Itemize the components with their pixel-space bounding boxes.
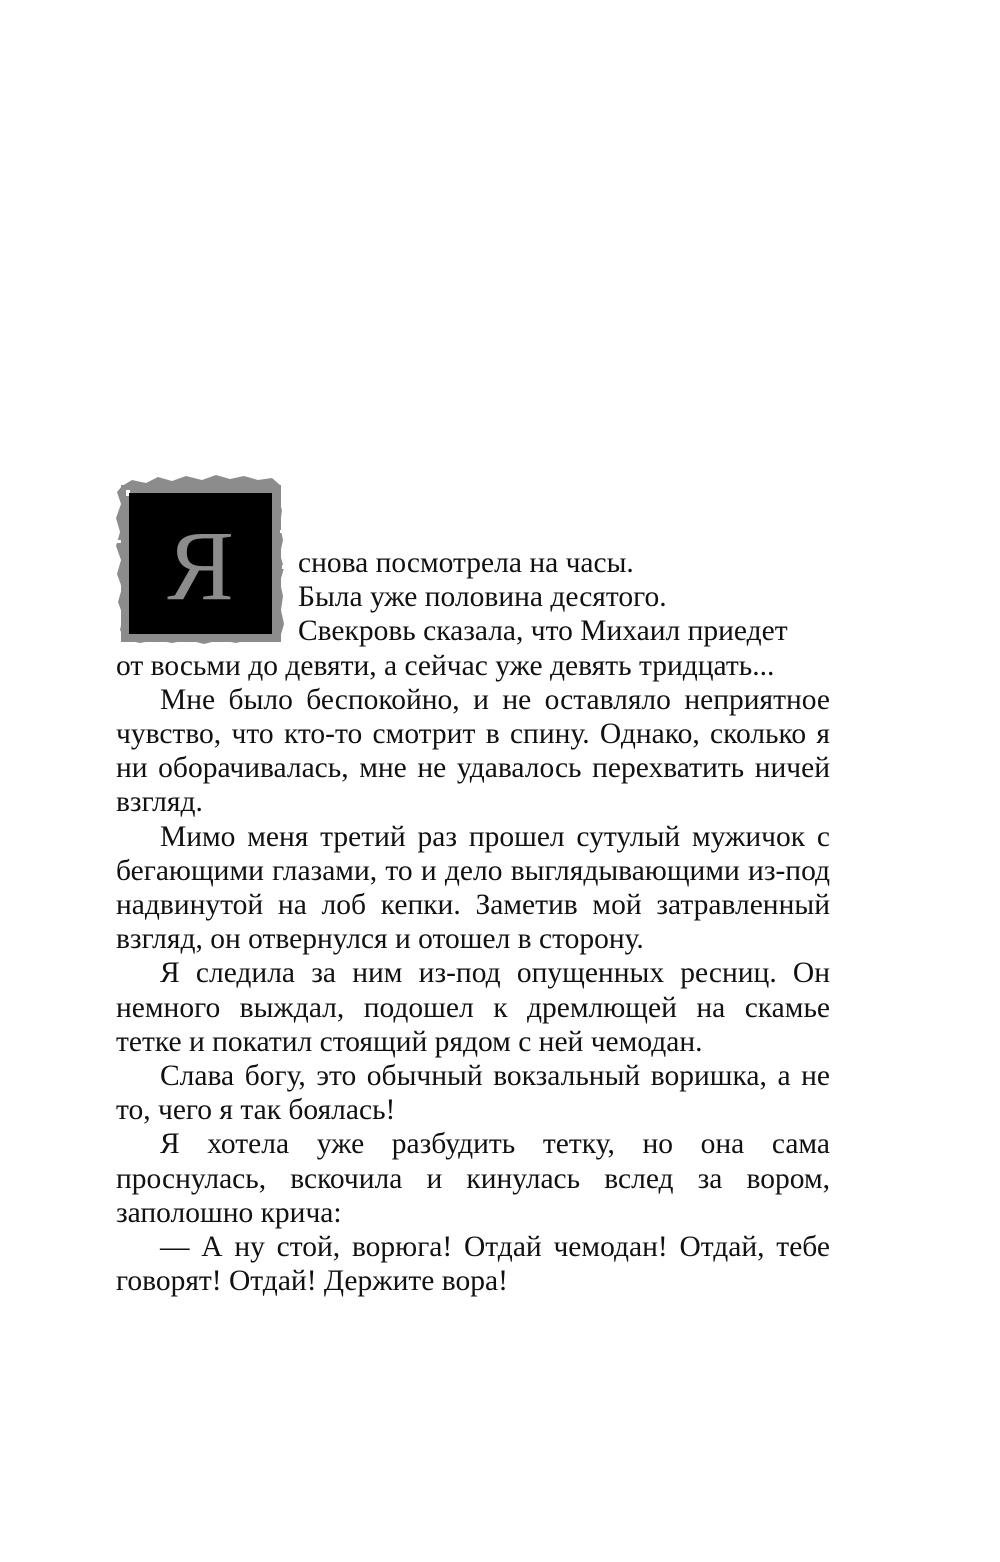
paragraph: — А ну стой, ворюга! Отдай чемодан! Отдай, тебе говорят! Отдай! Держите вора! [116,1231,830,1298]
paragraph: Я следила за ним из-под опущенных ресниц. Он немного выждал, подошел к дремлющей на скамье тетке и покатил стоящий рядом с ней чемодан. [116,957,830,1058]
paragraph-line: Была уже половина десятого. [298,581,667,614]
paragraph: Я хотела уже разбудить тетку, но она сама проснулась, вскочила и кинулась вслед за вором, заполошно крича: [116,1128,830,1229]
paragraph: Слава богу, это обычный вокзальный воришка, а не то, чего я так боялась! [116,1060,830,1127]
paragraph-line: снова посмотрела на часы. [298,547,634,579]
paragraph: Мне было беспокойно, и не оставляло неприятное чувство, что кто-то смотрит в спину. Однако, сколько я ни оборачивалась, мне не удавалось перехватить ничей взгляд. [116,683,830,819]
body-text [116,546,830,1298]
drop-cap-letter: Я [167,510,234,621]
paragraph-line: Свекровь сказала, что Михаил приедет [298,615,788,648]
paragraph: Мимо меня третий раз прошел сутулый мужичок с бегающими глазами, то и дело выглядывающими из-под надвинутой на лоб кепки. Заметив мой затравленный взгляд, он отвернулся и отошел в сторону. [116,820,830,956]
paragraph-line: от восьми до девяти, а сейчас уже девять тридцать... [116,649,775,682]
